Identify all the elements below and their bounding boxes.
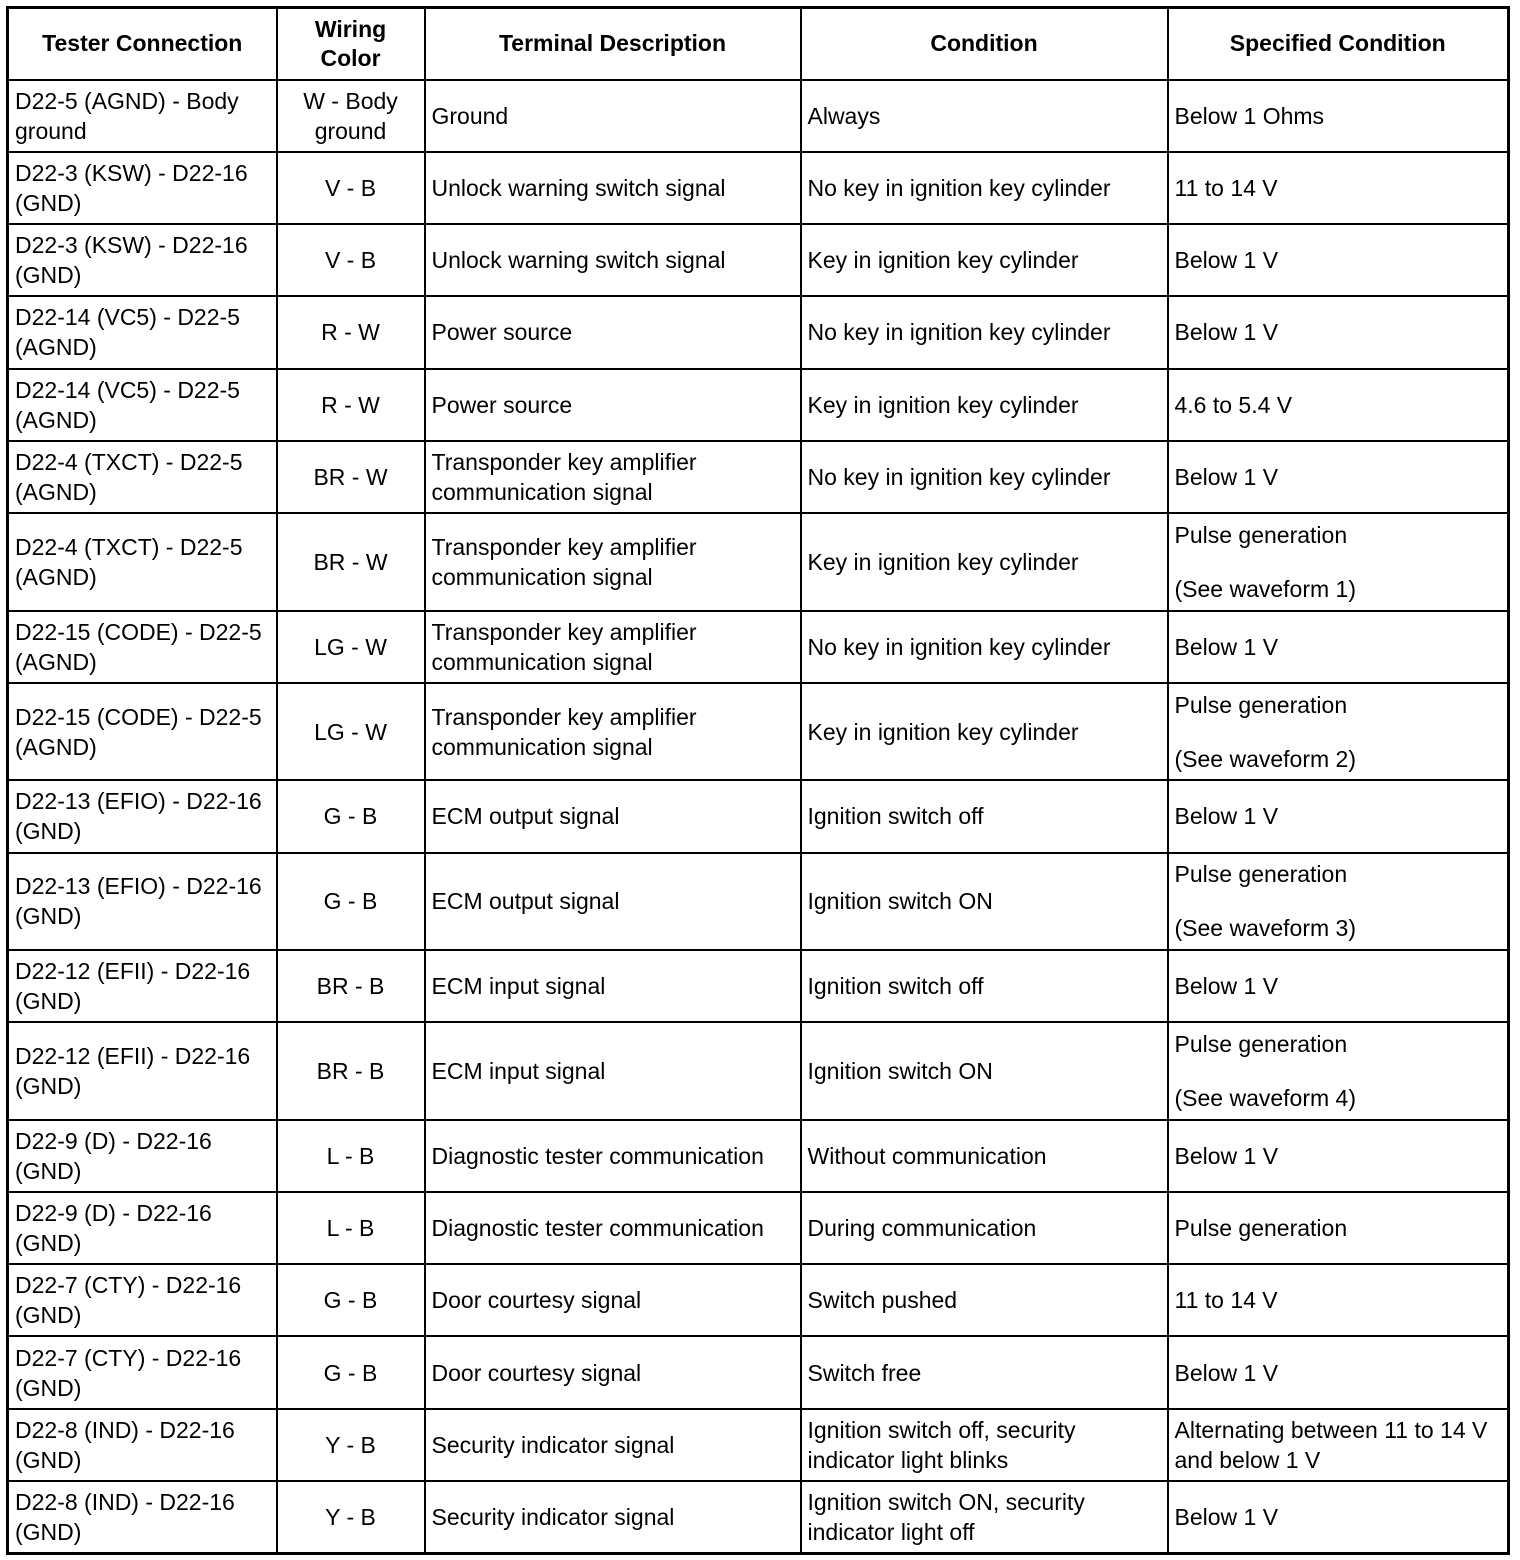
tester-connection-cell: D22-14 (VC5) - D22-5 (AGND): [8, 369, 277, 441]
condition-cell: Key in ignition key cylinder: [801, 513, 1168, 610]
header-condition: Condition: [801, 8, 1168, 80]
table-row: [8, 80, 1509, 152]
terminal-description-cell: Ground: [425, 80, 801, 152]
condition-cell: Switch free: [801, 1336, 1168, 1408]
tester-connection-cell: D22-4 (TXCT) - D22-5 (AGND): [8, 441, 277, 513]
specified-condition-cell: [1168, 441, 1509, 513]
tester-connection-cell: D22-3 (KSW) - D22-16 (GND): [8, 152, 277, 224]
header-terminal-description: Terminal Description: [425, 8, 801, 80]
condition-cell: Switch pushed: [801, 1264, 1168, 1336]
tester-connection-cell: D22-8 (IND) - D22-16 (GND): [8, 1409, 277, 1481]
wiring-color-cell: V - B: [277, 224, 425, 296]
specified-condition-line: 4.6 to 5.4 V: [1174, 391, 1293, 418]
specified-condition-line: Below 1 V: [1174, 319, 1279, 346]
wiring-color-cell: L - B: [277, 1120, 425, 1192]
specified-condition-line: Below 1 V: [1174, 1359, 1279, 1386]
header-tester-connection: Tester Connection: [8, 8, 277, 80]
terminal-description-cell: Transponder key amplifier communication signal: [425, 513, 801, 610]
tester-connection-cell: D22-14 (VC5) - D22-5 (AGND): [8, 296, 277, 368]
condition-cell: Ignition switch ON: [801, 853, 1168, 950]
wiring-color-cell: G - B: [277, 1336, 425, 1408]
tester-connection-cell: D22-15 (CODE) - D22-5 (AGND): [8, 683, 277, 780]
terminal-description-cell: ECM output signal: [425, 780, 801, 852]
specified-condition-line: Below 1 V: [1174, 803, 1279, 830]
specified-condition-cell: [1168, 1336, 1509, 1408]
table-row: [8, 780, 1509, 852]
tester-connection-cell: D22-9 (D) - D22-16 (GND): [8, 1192, 277, 1264]
condition-cell: During communication: [801, 1192, 1168, 1264]
tester-connection-cell: D22-3 (KSW) - D22-16 (GND): [8, 224, 277, 296]
terminal-description-cell: Door courtesy signal: [425, 1264, 801, 1336]
condition-cell: Key in ignition key cylinder: [801, 683, 1168, 780]
wiring-color-cell: W - Body ground: [277, 80, 425, 152]
terminal-description-cell: Unlock warning switch signal: [425, 224, 801, 296]
specified-condition-line: (See waveform 3): [1174, 915, 1357, 942]
condition-cell: No key in ignition key cylinder: [801, 296, 1168, 368]
specified-condition-line: Below 1 V: [1174, 633, 1279, 660]
wiring-color-cell: G - B: [277, 1264, 425, 1336]
table-row: [8, 369, 1509, 441]
tester-connection-cell: D22-9 (D) - D22-16 (GND): [8, 1120, 277, 1192]
specified-condition-cell: [1168, 369, 1509, 441]
table-row: [8, 441, 1509, 513]
tester-connection-cell: D22-7 (CTY) - D22-16 (GND): [8, 1336, 277, 1408]
terminal-description-cell: Transponder key amplifier communication signal: [425, 683, 801, 780]
specified-condition-cell: [1168, 1264, 1509, 1336]
table-row: [8, 950, 1509, 1022]
header-specified-condition: Specified Condition: [1168, 8, 1509, 80]
tester-connection-cell: D22-5 (AGND) - Body ground: [8, 80, 277, 152]
specified-condition-line: Below 1 V: [1174, 1142, 1279, 1169]
specified-condition-line: 11 to 14 V: [1174, 1287, 1278, 1314]
table-row: [8, 853, 1509, 950]
condition-cell: No key in ignition key cylinder: [801, 441, 1168, 513]
specified-condition-cell: [1168, 224, 1509, 296]
specified-condition-line: Pulse generation: [1174, 1030, 1348, 1057]
specified-condition-cell: [1168, 611, 1509, 683]
wiring-color-cell: LG - W: [277, 683, 425, 780]
specified-condition-line: (See waveform 2): [1174, 745, 1357, 772]
terminal-description-cell: Transponder key amplifier communication signal: [425, 441, 801, 513]
terminal-description-cell: Security indicator signal: [425, 1481, 801, 1554]
specified-condition-cell: [1168, 1409, 1509, 1481]
tester-connection-cell: D22-13 (EFIO) - D22-16 (GND): [8, 853, 277, 950]
table-row: [8, 224, 1509, 296]
wiring-color-cell: R - W: [277, 369, 425, 441]
wiring-color-cell: L - B: [277, 1192, 425, 1264]
table-row: [8, 1409, 1509, 1481]
specified-condition-line: Below 1 Ohms: [1174, 102, 1325, 129]
tester-connection-cell: D22-8 (IND) - D22-16 (GND): [8, 1481, 277, 1554]
terminal-description-cell: Unlock warning switch signal: [425, 152, 801, 224]
terminal-description-cell: Transponder key amplifier communication signal: [425, 611, 801, 683]
table-row: [8, 683, 1509, 780]
terminal-description-cell: ECM input signal: [425, 950, 801, 1022]
tester-connection-cell: D22-13 (EFIO) - D22-16 (GND): [8, 780, 277, 852]
terminal-description-cell: Power source: [425, 369, 801, 441]
specified-condition-cell: [1168, 296, 1509, 368]
terminal-description-cell: Diagnostic tester communication: [425, 1192, 801, 1264]
wiring-color-cell: BR - W: [277, 513, 425, 610]
wiring-color-cell: Y - B: [277, 1481, 425, 1554]
table-row: [8, 1264, 1509, 1336]
tester-connection-cell: D22-12 (EFII) - D22-16 (GND): [8, 950, 277, 1022]
condition-cell: Key in ignition key cylinder: [801, 224, 1168, 296]
wiring-color-cell: G - B: [277, 853, 425, 950]
header-wiring-color: Wiring Color: [277, 8, 425, 80]
specified-condition-line: (See waveform 4): [1174, 1084, 1357, 1111]
table-row: [8, 1481, 1509, 1554]
terminal-description-cell: Power source: [425, 296, 801, 368]
specified-condition-line: (See waveform 1): [1174, 575, 1357, 602]
specified-condition-line: Pulse generation: [1174, 521, 1348, 548]
header-row: [8, 8, 1509, 80]
specified-condition-line: 11 to 14 V: [1174, 174, 1278, 201]
specified-condition-cell: [1168, 780, 1509, 852]
specified-condition-line: Pulse generation: [1174, 861, 1348, 888]
terminal-inspection-table: [6, 6, 1510, 1555]
wiring-color-cell: Y - B: [277, 1409, 425, 1481]
specified-condition-cell: [1168, 1481, 1509, 1554]
table-row: [8, 1022, 1509, 1119]
tester-connection-cell: D22-4 (TXCT) - D22-5 (AGND): [8, 513, 277, 610]
tester-connection-cell: D22-12 (EFII) - D22-16 (GND): [8, 1022, 277, 1119]
specified-condition-line: Below 1 V: [1174, 973, 1279, 1000]
wiring-color-cell: G - B: [277, 780, 425, 852]
specified-condition-cell: [1168, 513, 1509, 610]
wiring-color-cell: LG - W: [277, 611, 425, 683]
table-row: [8, 1192, 1509, 1264]
wiring-color-cell: BR - B: [277, 950, 425, 1022]
terminal-description-cell: ECM output signal: [425, 853, 801, 950]
specified-condition-line: Below 1 V: [1174, 1504, 1279, 1530]
condition-cell: Key in ignition key cylinder: [801, 369, 1168, 441]
wiring-color-cell: BR - B: [277, 1022, 425, 1119]
table-row: [8, 611, 1509, 683]
condition-cell: Ignition switch ON, security indicator light off: [801, 1481, 1168, 1554]
table-row: [8, 513, 1509, 610]
specified-condition-line: Alternating between 11 to 14 V and below 1 V: [1174, 1416, 1488, 1473]
specified-condition-cell: [1168, 1120, 1509, 1192]
condition-cell: Ignition switch ON: [801, 1022, 1168, 1119]
table-row: [8, 296, 1509, 368]
wiring-color-cell: R - W: [277, 296, 425, 368]
tester-connection-cell: D22-15 (CODE) - D22-5 (AGND): [8, 611, 277, 683]
condition-cell: Ignition switch off: [801, 780, 1168, 852]
wiring-color-cell: V - B: [277, 152, 425, 224]
table-row: [8, 1336, 1509, 1408]
specified-condition-line: Pulse generation: [1174, 1215, 1348, 1242]
specified-condition-cell: [1168, 1022, 1509, 1119]
tester-connection-cell: D22-7 (CTY) - D22-16 (GND): [8, 1264, 277, 1336]
wiring-color-cell: BR - W: [277, 441, 425, 513]
specified-condition-line: Below 1 V: [1174, 247, 1279, 274]
condition-cell: Ignition switch off, security indicator light blinks: [801, 1409, 1168, 1481]
table-row: [8, 152, 1509, 224]
specified-condition-cell: [1168, 1192, 1509, 1264]
condition-cell: Always: [801, 80, 1168, 152]
specified-condition-cell: [1168, 152, 1509, 224]
specified-condition-cell: [1168, 853, 1509, 950]
condition-cell: No key in ignition key cylinder: [801, 152, 1168, 224]
specified-condition-cell: [1168, 683, 1509, 780]
condition-cell: Ignition switch off: [801, 950, 1168, 1022]
specified-condition-cell: [1168, 950, 1509, 1022]
terminal-description-cell: Door courtesy signal: [425, 1336, 801, 1408]
table-row: [8, 1120, 1509, 1192]
terminal-description-cell: Diagnostic tester communication: [425, 1120, 801, 1192]
terminal-description-cell: Security indicator signal: [425, 1409, 801, 1481]
specified-condition-line: Pulse generation: [1174, 691, 1348, 718]
condition-cell: Without communication: [801, 1120, 1168, 1192]
specified-condition-line: Below 1 V: [1174, 464, 1279, 491]
condition-cell: No key in ignition key cylinder: [801, 611, 1168, 683]
specified-condition-cell: [1168, 80, 1509, 152]
terminal-description-cell: ECM input signal: [425, 1022, 801, 1119]
